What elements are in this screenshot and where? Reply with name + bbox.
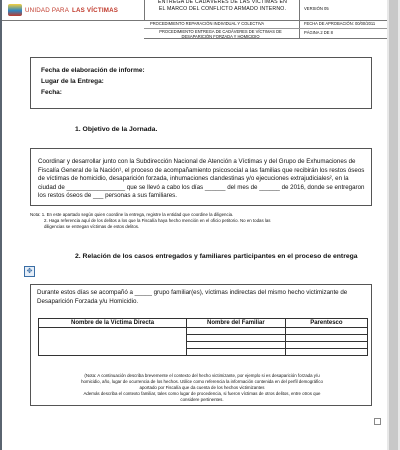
column-header-relative: Nombre del Familiar	[187, 319, 286, 328]
section-1-notes	[30, 212, 375, 230]
relation-box[interactable]	[30, 284, 372, 406]
header-divider	[299, 0, 300, 20]
table-move-handle-icon[interactable]: ✥	[24, 266, 35, 277]
relative-cell[interactable]	[187, 342, 286, 349]
objective-box[interactable]	[30, 148, 372, 206]
context-note-line: Además describa el contexto familiar, tales como lugar de procedencia, si fueron víctimas de otros delitos, entre otros que	[83, 391, 321, 396]
context-note	[41, 373, 363, 403]
column-header-victim: Nombre de la Víctima Directa	[39, 319, 187, 328]
procedure-detail: PROCEDIMIENTO ENTREGA DE CADÁVERES DE VÍCTIMAS DE DESAPARICIÓN FORZADA Y HOMICIDIO	[159, 29, 282, 39]
page-number: PÁGINA 2 DE 8	[304, 30, 333, 35]
vertical-scrollbar[interactable]	[387, 0, 400, 450]
unidad-victimas-logo	[8, 4, 118, 16]
document-title	[150, 0, 295, 13]
section-2-title: 2. Relación de los casos entregados y familiares participantes en el proceso de entrega	[75, 253, 358, 260]
logo-emphasis: LAS VÍCTIMAS	[72, 6, 119, 14]
relative-cell[interactable]	[187, 349, 286, 356]
report-date-label: Fecha de elaboración de informe:	[41, 67, 145, 74]
header-divider	[144, 0, 145, 20]
column-header-relationship: Parentesco	[285, 319, 367, 328]
relation-text: Durante estos días se acompañó a _____ grupo familiar(es), víctimas indirectas del mismo hecho victimizante de Desaparición Forzada y/u Homicidio.	[37, 289, 348, 305]
note-2: 2. Haga referencia aquí de los delitos a los que la Fiscalía haya hecho mención en el oficio petitorio. No en todas las	[44, 218, 271, 223]
victim-cell[interactable]	[39, 328, 187, 356]
note-3: diligencias se entregan víctimas de estos delitos.	[44, 224, 140, 229]
document-header	[2, 0, 387, 21]
victims-table[interactable]	[38, 318, 368, 356]
relationship-cell[interactable]	[285, 349, 367, 356]
date-label: Fecha:	[41, 89, 62, 96]
relationship-cell[interactable]	[285, 328, 367, 335]
relative-cell[interactable]	[187, 328, 286, 335]
document-page	[2, 0, 387, 450]
section-1-title: 1. Objetivo de la Jornada.	[75, 126, 158, 133]
note-1: Nota: 1. En este apartado según quien coordine la entrega, registre la entidad que coordine la diligencia.	[30, 212, 234, 217]
delivery-place-label: Lugar de la Entrega:	[41, 78, 104, 85]
relative-cell[interactable]	[187, 335, 286, 342]
approval-date: FECHA DE APROBACIÓN: 00/00/2011	[304, 21, 376, 26]
document-subheader	[144, 20, 387, 39]
logo-prefix: UNIDAD PARA	[25, 6, 70, 14]
relationship-cell[interactable]	[285, 342, 367, 349]
objective-text: Coordinar y desarrollar junto con la Subdirección Nacional de Atención a Víctimas y del Grupo de Exhumaciones de Fiscalía General de la Nación¹, el proceso de acompañamiento psicosocial a las familias que recibirán los restos óseos de víctimas de homicidio, desaparición forzada, inhumaciones clandestinas y/o ejecuciones extrajudiciales², en la ciudad de _________________ que se llevó a cabo los días ______ del mes de ______ de 2016, donde se entregaron los restos óseos de ___ personas a sus familiares.	[38, 158, 365, 200]
context-note-line: considere pertinentes.	[180, 397, 224, 402]
colombia-seal-icon	[8, 4, 22, 16]
report-info-box[interactable]	[30, 57, 372, 109]
context-note-line: (Nota: A continuación describa brevemente el contexto del hecho victimizante, por ejemplo si es desaparición forzada y/u	[84, 373, 320, 378]
title-line-1: ENTREGA DE CADÁVERES DE LAS VÍCTIMAS EN	[157, 0, 288, 5]
table-row[interactable]	[39, 328, 368, 335]
context-note-line: homicidio, año, lugar de ocurrencia de los hechos. Utilice como referencia la información contenida en del perfil demográfico	[81, 379, 323, 384]
title-line-2: EL MARCO DEL CONFLICTO ARMADO INTERNO.	[158, 6, 287, 12]
procedure-line: PROCEDIMIENTO REPARACIÓN INDIVIDUAL Y COLECTIVA	[150, 21, 265, 26]
relationship-cell[interactable]	[285, 335, 367, 342]
table-resize-handle[interactable]	[374, 418, 381, 425]
context-note-line: aportado por Fiscalía que da cuenta de los hechos victimizantes	[139, 385, 265, 390]
scrollbar-track[interactable]	[389, 0, 398, 450]
version-label: VERSIÓN 05	[304, 6, 329, 11]
subheader-divider	[299, 20, 300, 38]
